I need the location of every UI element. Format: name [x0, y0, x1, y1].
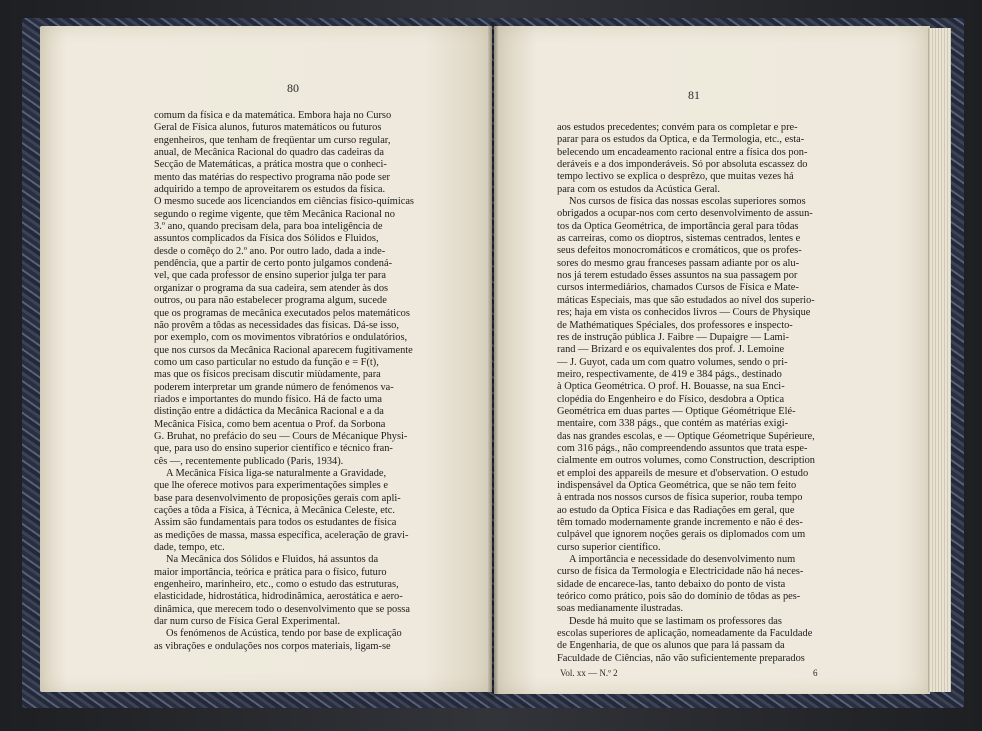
text-line: dade, tempo, etc.	[154, 542, 225, 554]
book-gutter	[488, 22, 498, 697]
left-page-body	[154, 110, 436, 653]
text-line: as medições de massa, massa específica, aceleração de gravi-	[154, 529, 409, 541]
right-page-number: 81	[688, 88, 700, 102]
text-line: distinção entre a didáctica da Mecânica Racional e a da	[154, 406, 384, 418]
text-line: mas que os físicos precisam discutir miùdamente, para	[154, 369, 381, 381]
text-line: mentaire, com 338 págs., que contém as matérias exigi-	[557, 418, 789, 430]
text-line: engenheiro, marinheiro, etc., como o estudo das estruturas,	[154, 579, 399, 591]
text-line: nos já terem estudado êsses assuntos na sua passagem por	[557, 270, 798, 282]
text-line: que, para uso do ensino superior científico e técnico fran-	[154, 443, 393, 455]
text-line: assuntos complicados da Física dos Sólidos e Fluidos,	[154, 233, 379, 245]
text-line: riados e importantes do mundo físico. Há de facto uma	[154, 393, 382, 405]
text-line: A importância e necessidade do desenvolvimento num	[569, 554, 796, 566]
text-line: curso superior científico.	[557, 541, 661, 553]
text-line: Geral de Física alunos, futuros matemáticos ou futuros	[154, 122, 382, 134]
text-line: de Engenharia, de que os alunos que para lá passam da	[557, 640, 785, 652]
text-line: Os fenómenos de Acústica, tendo por base de explicação	[166, 628, 402, 640]
text-line: vel, que cada professor de ensino superior julga ter para	[154, 270, 386, 282]
text-line: dar num curso de Física Geral Experimental.	[154, 616, 341, 628]
text-line: as carreiras, como os dioptros, sistemas centrados, lentes e	[557, 233, 801, 245]
text-line: — J. Guyot, cada um com quatro volumes, sendo o pri-	[557, 356, 788, 368]
text-line: que os programas de mecânica executados pelos matemáticos	[154, 307, 410, 319]
text-line: anual, de Mecânica Racional do quadro das cadeiras da	[154, 147, 384, 159]
text-line: parar para os estudos da Óptica, e da Termologia, etc., esta-	[557, 134, 805, 146]
text-line: culpável que ignorem noções gerais os diplomados com um	[557, 529, 806, 541]
text-line: cialmente em outros volumes, como Construction, description	[557, 455, 815, 467]
text-line: para com os estudos da Acústica Geral.	[557, 183, 721, 195]
text-line: pendência, que a partir de certo ponto julgamos condená-	[154, 258, 393, 270]
text-line: tos da Óptica Geométrica, de importância geral para tôdas	[557, 220, 799, 232]
text-line: 3.º ano, quando precisam dela, para boa inteligência de	[154, 221, 383, 233]
text-line: deráveis e a dos imponderáveis. Só por absoluta escassez do	[557, 159, 808, 171]
text-line: como um caso particular no estudo da função e = F(t),	[154, 356, 379, 368]
text-line: belecendo um encadeamento racional entre a física dos pon-	[557, 146, 808, 158]
text-line: adquirido a tempo de aproveitarem os estudos da física.	[154, 184, 386, 196]
text-line: Secção de Matemáticas, a prática mostra que o conheci-	[154, 159, 387, 171]
text-line: engenheiros, que tenham de freqüentar um curso regular,	[154, 134, 391, 146]
text-line: outros, ou para não estabelecer programa algum, sucede	[154, 295, 387, 307]
text-line: sores do mesmo grau franceses passam adiante por os alu-	[557, 257, 800, 269]
text-line: res de instrução pública J. Faibre — Dupaigre — Lami-	[557, 331, 789, 343]
text-line: et emploi des appareils de mesure et d'observation. O estudo	[557, 467, 809, 479]
text-line: à Óptica Geométrica. O prof. H. Bouasse, na sua Enci-	[557, 381, 785, 393]
text-line: as vibrações e ondulações nos corpos materiais, ligam-se	[154, 640, 391, 652]
text-line: soas medianamente ilustradas.	[557, 603, 684, 615]
text-line: das nas grandes escolas, e — Optique Géometrique Supérieure,	[557, 430, 815, 442]
text-line: mento das matérias do respectivo programa não pode ser	[154, 171, 391, 183]
text-line: cês —, recentemente publicado (Paris, 1934).	[154, 455, 344, 467]
footer-sheet-number: 6	[813, 668, 818, 678]
left-page-number: 80	[287, 81, 299, 95]
text-line: Nos cursos de física das nossas escolas superiores somos	[569, 196, 806, 208]
text-line: dinâmica, que merecem todo o desenvolvimento que se possa	[154, 603, 410, 615]
text-line: O mesmo sucede aos licenciandos em ciências físico-químicas	[154, 196, 414, 208]
text-line: organizar o programa da sua cadeira, sem atender às dos	[154, 282, 389, 294]
text-line: maior importância, teórica e prática para o físico, futuro	[154, 566, 387, 578]
text-line: escolas superiores de aplicação, nomeadamente da Faculdade	[557, 628, 813, 640]
text-line: A Mecânica Física liga-se naturalmente a Gravidade,	[166, 467, 387, 479]
text-line: com 316 págs., não compreendendo assuntos que trata espe-	[557, 442, 808, 454]
text-line: aos estudos precedentes; convém para os completar e pre-	[557, 122, 798, 133]
text-line: obrigados a ocupar-nos com certo desenvolvimento de assun-	[557, 208, 813, 220]
text-line: elasticidade, hidrostática, hidrodinâmica, aerostática e aero-	[154, 591, 403, 603]
text-line: meiro, respectivamente, de 419 e 384 págs., destinado	[557, 368, 782, 380]
right-page-body	[557, 122, 815, 665]
text-line: Na Mecânica dos Sólidos e Fluidos, há assuntos da	[166, 554, 379, 566]
text-line: segundo o regime vigente, que têm Mecânica Racional no	[154, 208, 395, 220]
text-line: teórico como prático, pois são do domínio de tôdas as pes-	[557, 591, 801, 603]
text-line: de Mathématiques Spéciales, dos professores e inspecto-	[557, 319, 793, 331]
text-line: comum da física e da matemática. Embora haja no Curso	[154, 110, 392, 121]
text-line: por exemplo, com os movimentos vibratórios e ondulatórios,	[154, 332, 408, 344]
text-line: que lhe oferece motivos para experimentações simples e	[154, 480, 388, 492]
text-line: à entrada nos nossos cursos de física superior, rouba tempo	[557, 492, 803, 504]
text-line: base para desenvolvimento de proposições gerais com apli-	[154, 492, 401, 504]
text-line: poderem interpretar um grande número de fenómenos va-	[154, 381, 394, 393]
text-line: tempo lectivo se explica o desprêzo, que muitas vezes há	[557, 171, 794, 183]
text-line: cações a tôda a Física, à Técnica, à Mecânica Celeste, etc.	[154, 505, 395, 516]
text-line: que nos cursos da Mecânica Racional aparecem fugitivamente	[154, 344, 413, 356]
text-line: Desde há muito que se lastimam os professores das	[569, 615, 782, 627]
text-line: seus defeitos monocromáticos e cromáticos, que os profes-	[557, 245, 802, 257]
text-line: desde o comêço do 2.º ano. Por outro lado, dada a inde-	[154, 245, 386, 257]
text-line: cursos intermediários, chamados Cursos de Física e Mate-	[557, 282, 799, 294]
text-line: indispensável da Óptica Geométrica, que se não tem feito	[557, 479, 797, 491]
text-line: Faculdade de Ciências, não vão suficientemente preparados	[557, 652, 805, 664]
text-line: res; haja em vista os conhecidos livros — Cours de Physique	[557, 307, 811, 319]
text-line: G. Bruhat, no prefácio do seu — Cours de Mécanique Physi-	[154, 430, 408, 442]
text-line: não provêm a tôdas as necessidades das físicas. Dá-se isso,	[154, 319, 399, 331]
text-line: têm tomado modernamente grande incremento e não é des-	[557, 517, 803, 528]
text-line: ao estudo da Óptica Física e das Radiações em geral, que	[557, 504, 795, 516]
text-line: Mecânica Física, como bem acentua o Prof. da Sorbona	[154, 418, 386, 430]
text-line: Geométrica em duas partes — Optique Géométrique Élé-	[557, 405, 796, 417]
text-line: sidade de encarece-las, tanto debaixo do ponto de vista	[557, 578, 786, 590]
text-line: máticas Especiais, mas que são estudados ao nível dos superio-	[557, 294, 815, 306]
page-edges	[928, 28, 951, 692]
text-line: Assim são fundamentais para todos os estudantes de física	[154, 517, 397, 529]
footer-volume: Vol. xx — N.º 2	[560, 668, 618, 678]
text-line: curso de física da Termologia e Electricidade não há neces-	[557, 566, 804, 578]
text-line: rand — Brizard e os equivalentes dos prof. J. Lemoine	[557, 344, 785, 356]
text-line: clopédia do Engenheiro e do Físico, desdobra a Óptica	[557, 393, 785, 405]
